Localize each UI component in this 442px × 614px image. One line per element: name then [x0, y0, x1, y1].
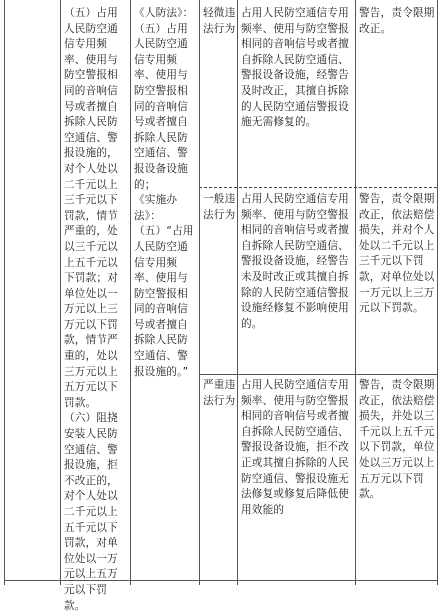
level-cell-minor: 轻微违法行为	[203, 7, 236, 35]
col-rule-1	[60, 0, 61, 585]
penalty-basis-cell: （五）占用人民防空通信专用频率、使用与防空警报相同的音响信号或者擅自拆除人民防空通信、警报设施的，对个人处以二千元以上三千元以下罚款，情节严重的，处以三千元以上五千元以下罚款；对单位处以一万元以上三万元以下罚款，情节严重的，处以三万元以上五万元以下罚款。 （六）阻挠安装人民防空通信、警报设施，拒不改正的，对个人处以二千元以上五千元以下罚款，对单位处以一万元以上五万元以下罚款。	[64, 7, 118, 612]
penalty-cell-general: 警告，责令限期改正，依法赔偿损失，并对个人处以二千元以上三千元以下罚款，对单位处以一万元以上三万元以下罚款。	[359, 193, 435, 315]
col-rule-4	[237, 0, 238, 585]
circumstance-cell-minor: 占用人民防空通信专用频率、使用与防空警报相同的音响信号或者擅自拆除人民防空通信、警报设备设施，经警告及时改正，其擅自拆除的人民防空通信警报设施无需修复的。	[241, 7, 349, 129]
row-rule-1	[199, 187, 437, 188]
row-rule-2	[199, 374, 437, 375]
circumstance-cell-serious: 占用人民防空通信专用频率、使用与防空警报相同的音响信号或者擅自拆除人民防空通信、警报设备设施，拒不改正或其擅自拆除的人民防空通信、警报设施无法修复或修复后降低使用效能的	[241, 379, 349, 516]
circumstance-cell-general: 占用人民防空通信专用频率、使用与防空警报相同的音响信号或者擅自拆除人民防空通信、警报设备设施，经警告未及时改正或其擅自拆除的人民防空通信警报设施经修复不影响使用的。	[241, 193, 349, 330]
legal-basis-cell: 《人防法》：（五）占用人民防空通信专用频率、使用与防空警报相同的音响信号或者擅自拆除人民防空通信、警报设备设施的； 《实施办法》：（五）“占用人民防空通信专用频率、使用与防空警报相同的音响信号或者擅自拆除人民防空通信、警报设施的。”	[134, 7, 194, 378]
col-rule-3	[199, 0, 200, 585]
penalty-cell-minor: 警告，责令限期改正。	[359, 7, 435, 35]
border-right	[437, 0, 438, 585]
penalty-cell-serious: 警告，责令限期改正，依法赔偿损失，并处以三千元以上五千元以下罚款，单位处以三万元以上五万元以下罚款。	[359, 379, 435, 501]
col-rule-2	[130, 0, 131, 585]
level-cell-serious: 严重违法行为	[203, 379, 236, 407]
border-left	[4, 0, 5, 585]
col-rule-5	[355, 0, 356, 585]
level-cell-general: 一般违法行为	[203, 193, 236, 221]
